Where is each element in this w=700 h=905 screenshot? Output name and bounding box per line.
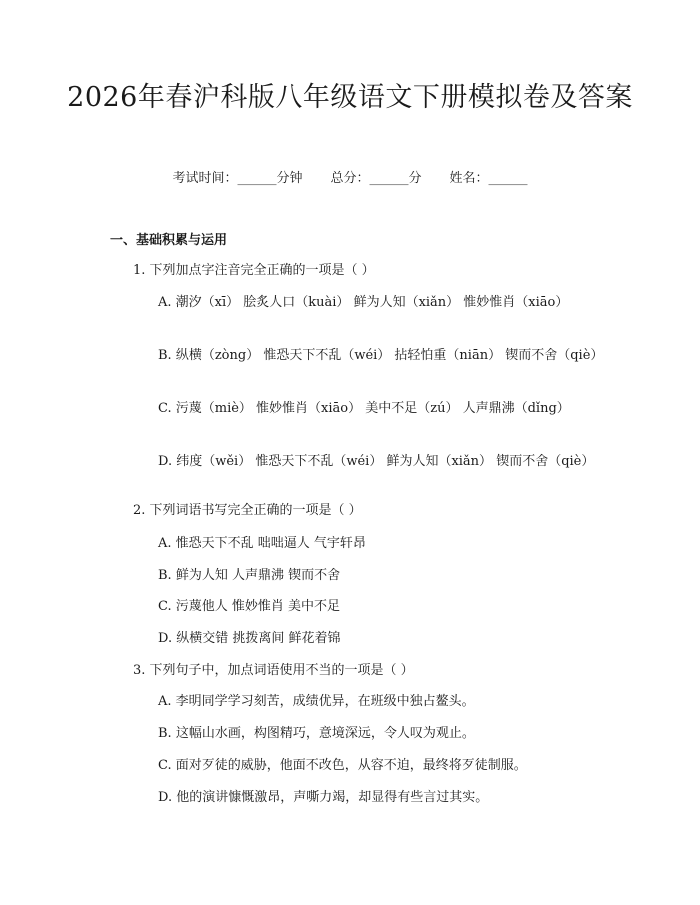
question-3-option-c: C. 面对歹徒的威胁，他面不改色，从容不迫，最终将歹徒制服。 <box>158 758 527 773</box>
section-heading: 一、基础积累与运用 <box>110 233 228 248</box>
time-blank: ______ <box>237 171 277 186</box>
name-label: 姓名： <box>449 171 489 186</box>
question-2-option-c: C. 污蔑他人 惟妙惟肖 美中不足 <box>158 599 341 614</box>
question-2-option-a: A. 惟恐天下不乱 咄咄逼人 气宇轩昂 <box>158 536 366 551</box>
question-3-stem: 3. 下列句子中，加点词语使用不当的一项是（ ） <box>133 663 414 678</box>
question-3-option-d: D. 他的演讲慷慨激昂，声嘶力竭，却显得有些言过其实。 <box>158 790 489 805</box>
question-3-option-b: B. 这幅山水画，构图精巧，意境深远，令人叹为观止。 <box>158 726 475 741</box>
question-2-stem: 2. 下列词语书写完全正确的一项是（ ） <box>133 503 362 518</box>
question-3-option-a: A. 李明同学学习刻苦，成绩优异，在班级中独占鳌头。 <box>158 694 475 709</box>
score-blank: ______ <box>369 171 409 186</box>
exam-meta <box>0 170 700 188</box>
time-unit: 分钟 <box>276 171 303 186</box>
question-2-option-d: D. 纵横交错 挑拨离间 鲜花着锦 <box>158 631 341 646</box>
score-unit: 分 <box>408 171 422 186</box>
page-title: 2026年春沪科版八年级语文下册模拟卷及答案 <box>67 82 633 113</box>
name-blank: ______ <box>488 171 528 186</box>
question-1-option-a: A. 潮汐（xī） 脍炙人口（kuài） 鲜为人知（xiǎn） 惟妙惟肖（xiāo） <box>158 295 569 310</box>
question-1-option-c: C. 污蔑（miè） 惟妙惟肖（xiāo） 美中不足（zú） 人声鼎沸（dǐng） <box>158 401 570 416</box>
question-1-option-b: B. 纵横（zòng） 惟恐天下不乱（wéi） 拈轻怕重（niān） 锲而不舍（qiè） <box>158 348 604 363</box>
time-label: 考试时间： <box>172 171 238 186</box>
question-2-option-b: B. 鲜为人知 人声鼎沸 锲而不舍 <box>158 568 341 583</box>
question-1-option-d: D. 纬度（wěi） 惟恐天下不乱（wéi） 鲜为人知（xiǎn） 锲而不舍（qiè） <box>158 454 595 469</box>
question-1-stem: 1. 下列加点字注音完全正确的一项是（ ） <box>133 263 375 278</box>
score-label: 总分： <box>330 171 370 186</box>
